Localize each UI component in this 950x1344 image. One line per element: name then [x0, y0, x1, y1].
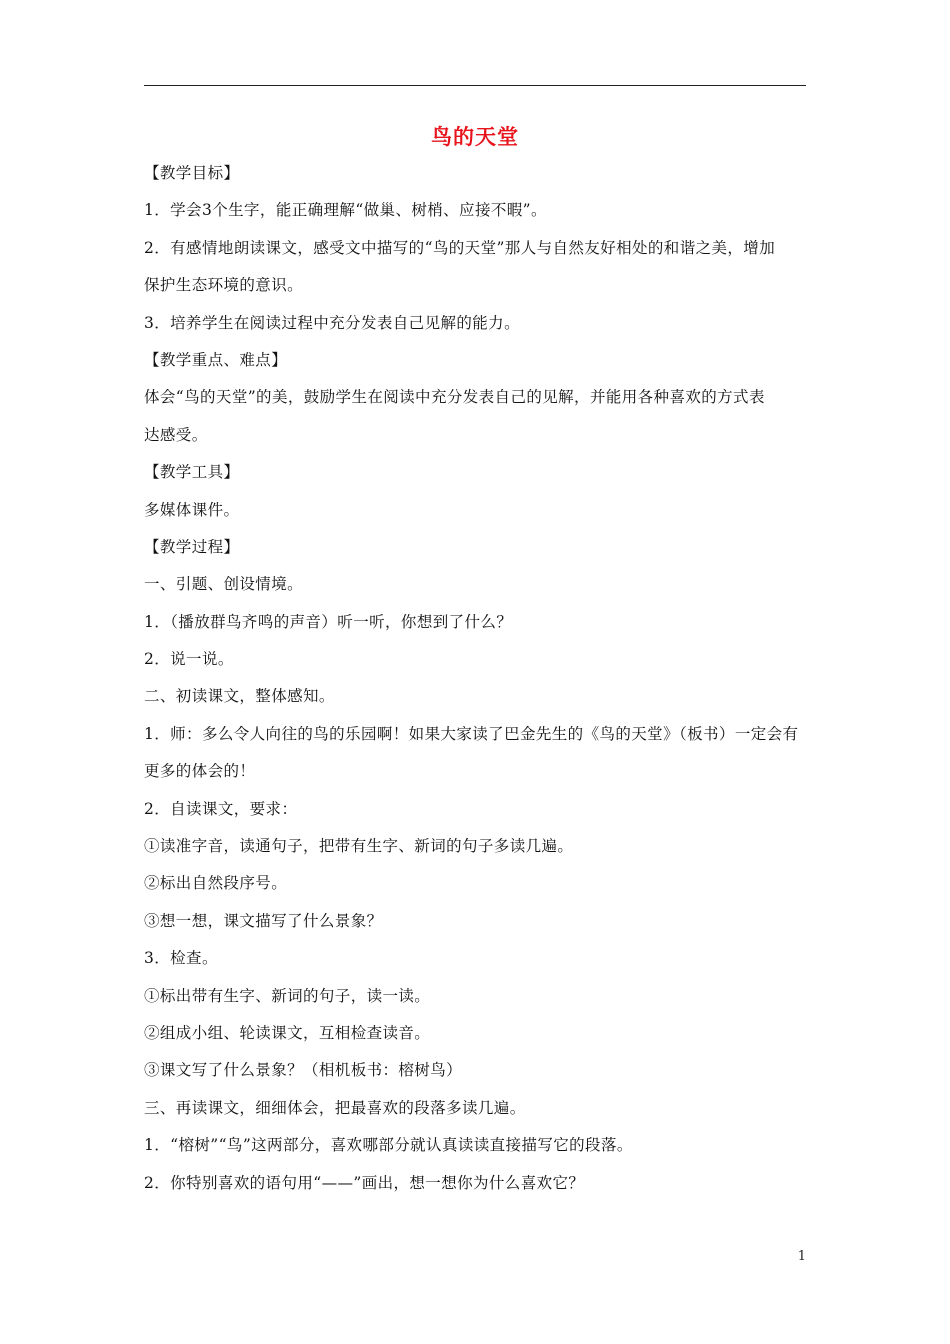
text-line: 多媒体课件。 — [144, 500, 240, 519]
text-line: ①标出带有生字、新词的句子，读一读。 — [144, 986, 431, 1005]
section-heading-objectives: 【教学目标】 — [144, 164, 240, 182]
text-line: 1．学会3个生字，能正确理解“做巢、树梢、应接不暇”。 — [144, 201, 547, 220]
text-line: 体会“鸟的天堂”的美，鼓励学生在阅读中充分发表自己的见解，并能用各种喜欢的方式表 — [144, 388, 765, 407]
text-line: 一、引题、创设情境。 — [144, 575, 304, 594]
text-line: 达感受。 — [144, 425, 208, 444]
text-line: ②标出自然段序号。 — [144, 874, 288, 893]
text-line: 3．培养学生在阅读过程中充分发表自己见解的能力。 — [144, 313, 520, 332]
section-heading-key-points: 【教学重点、难点】 — [144, 350, 288, 369]
text-line: 3．检查。 — [144, 949, 218, 968]
page-number: 1 — [797, 1249, 806, 1264]
text-line: ③课文写了什么景象？（相机板书：榕树鸟） — [144, 1061, 463, 1080]
text-line: 二、初读课文，整体感知。 — [144, 687, 335, 706]
text-line: 2．说一说。 — [144, 650, 234, 669]
page-title: 鸟的天堂 — [431, 125, 519, 149]
text-line: 2．自读课文，要求： — [144, 799, 298, 818]
text-line: 1．师：多么令人向往的鸟的乐园啊！如果大家读了巴金先生的《鸟的天堂》（板书）一定会有 — [144, 724, 799, 743]
text-line: ③想一想，课文描写了什么景象？ — [144, 911, 383, 930]
text-line: ①读准字音，读通句子，把带有生字、新词的句子多读几遍。 — [144, 837, 574, 856]
section-heading-tools: 【教学工具】 — [144, 463, 240, 482]
text-line: 2．你特别喜欢的语句用“——”画出，想一想你为什么喜欢它？ — [144, 1173, 585, 1192]
body-text — [144, 155, 808, 1202]
text-line: 2．有感情地朗读课文，感受文中描写的“鸟的天堂”那人与自然友好相处的和谐之美，增加 — [144, 238, 776, 257]
text-line: 1．（播放群鸟齐鸣的声音）听一听，你想到了什么？ — [144, 612, 513, 631]
header-rule — [144, 85, 806, 86]
text-line: 更多的体会的！ — [144, 762, 256, 781]
text-line: 保护生态环境的意识。 — [144, 276, 304, 295]
text-line: ②组成小组、轮读课文，互相检查读音。 — [144, 1023, 431, 1042]
section-heading-process: 【教学过程】 — [144, 537, 240, 556]
text-line: 1．“榕树”“鸟”这两部分，喜欢哪部分就认真读读直接描写它的段落。 — [144, 1136, 633, 1155]
text-line: 三、再读课文，细细体会，把最喜欢的段落多读几遍。 — [144, 1098, 526, 1117]
